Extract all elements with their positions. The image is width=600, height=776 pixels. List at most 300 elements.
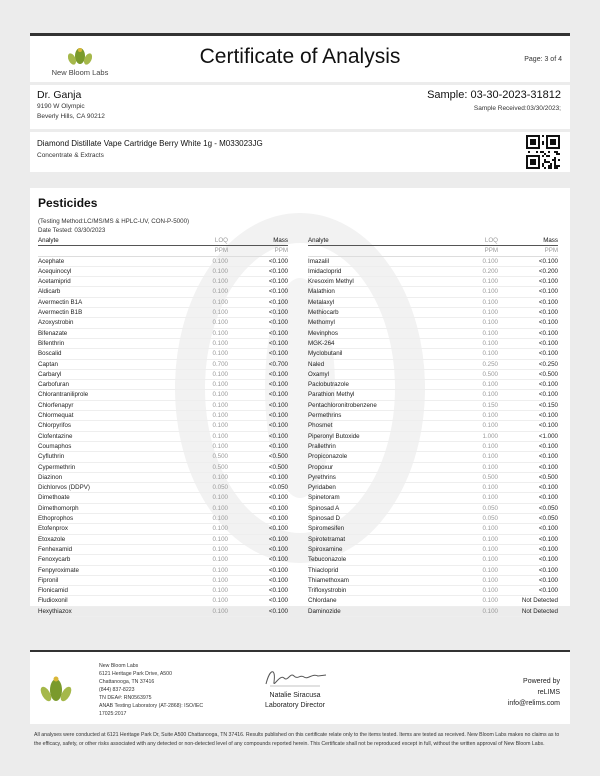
sample-id: Sample: 03-30-2023-31812 (427, 89, 561, 101)
analyte-cell: Pyrethrins (308, 472, 468, 482)
analyte-cell: Aldicarb (38, 287, 198, 297)
loq-cell: 0.100 (468, 555, 498, 565)
loq-cell: 0.100 (198, 297, 228, 307)
loq-cell: 0.100 (198, 586, 228, 596)
col-loq: LOQ (198, 236, 228, 246)
mass-cell: <0.100 (228, 318, 288, 328)
mass-cell: <0.100 (498, 575, 558, 585)
footer-accreditation: ANAB Testing Laboratory (AT-2868): ISO/IEC (99, 703, 204, 709)
footer-phone: (844) 837-8223 (99, 687, 135, 693)
table-row (38, 586, 288, 596)
table-row (38, 266, 288, 276)
analyte-cell: Acephate (38, 256, 198, 266)
mass-cell: <0.250 (498, 359, 558, 369)
table-row (308, 266, 558, 276)
mass-cell: <0.100 (498, 308, 558, 318)
loq-cell: 0.100 (468, 411, 498, 421)
loq-cell: 0.500 (468, 472, 498, 482)
analyte-cell: Spiroxamine (308, 544, 468, 554)
loq-cell: 0.100 (198, 606, 228, 616)
table-row (38, 452, 288, 462)
analyte-cell: Flonicamid (38, 586, 198, 596)
mass-cell: <0.100 (228, 400, 288, 410)
loq-cell: 0.100 (468, 421, 498, 431)
loq-cell: 0.100 (468, 390, 498, 400)
loq-cell: 0.150 (468, 400, 498, 410)
client-name: Dr. Ganja (37, 89, 82, 101)
loq-cell: 0.100 (198, 431, 228, 441)
mass-cell: <0.100 (228, 524, 288, 534)
mass-cell: <0.100 (498, 565, 558, 575)
analyte-cell: Parathion Methyl (308, 390, 468, 400)
mass-cell: <0.050 (228, 483, 288, 493)
analyte-cell: Thiacloprid (308, 565, 468, 575)
footer (30, 652, 570, 724)
analyte-cell: Dimethoate (38, 493, 198, 503)
table-row (308, 411, 558, 421)
loq-cell: 0.100 (198, 503, 228, 513)
table-row (308, 493, 558, 503)
table-row (308, 369, 558, 379)
loq-cell: 0.100 (468, 493, 498, 503)
mass-cell: <0.100 (228, 349, 288, 359)
loq-cell: 0.100 (468, 586, 498, 596)
loq-cell: 0.100 (468, 524, 498, 534)
table-row (38, 565, 288, 575)
table-row (308, 565, 558, 575)
table-row (308, 421, 558, 431)
powered-by-name: reLIMS (537, 689, 560, 696)
analyte-cell: Chlorpyrifos (38, 421, 198, 431)
header (30, 36, 570, 82)
mass-cell: <0.050 (498, 503, 558, 513)
analyte-cell: Fipronil (38, 575, 198, 585)
table-row (308, 441, 558, 451)
analyte-cell: Bifenazate (38, 328, 198, 338)
analyte-cell: Carbaryl (38, 369, 198, 379)
mass-cell: <0.100 (498, 421, 558, 431)
analyte-cell: Captan (38, 359, 198, 369)
loq-cell: 0.100 (468, 308, 498, 318)
footer-dea: TN DEA#: RN0563975 (99, 695, 152, 701)
analyte-cell: Methomyl (308, 318, 468, 328)
mass-cell: <0.100 (498, 483, 558, 493)
mass-cell: <0.100 (498, 380, 558, 390)
table-row (38, 369, 288, 379)
table-row (38, 493, 288, 503)
table-row (308, 380, 558, 390)
table-row (308, 349, 558, 359)
table-row (308, 483, 558, 493)
loq-cell: 0.100 (198, 555, 228, 565)
mass-cell: <0.100 (228, 534, 288, 544)
loq-cell: 0.100 (198, 493, 228, 503)
loq-cell: 0.100 (198, 565, 228, 575)
mass-cell: <0.100 (498, 256, 558, 266)
mass-cell: <0.200 (498, 266, 558, 276)
table-row (308, 328, 558, 338)
table-row (308, 472, 558, 482)
table-units (308, 246, 558, 256)
table-row (38, 390, 288, 400)
table-row (38, 287, 288, 297)
mass-cell: Not Detected (498, 606, 558, 616)
table-row (38, 606, 288, 616)
loq-cell: 0.100 (198, 524, 228, 534)
mass-cell: <0.100 (228, 555, 288, 565)
analyte-cell: Fenpyroximate (38, 565, 198, 575)
mass-cell: <0.100 (228, 514, 288, 524)
mass-cell: <0.100 (498, 493, 558, 503)
mass-cell: <0.100 (498, 390, 558, 400)
results-table-left (38, 236, 288, 617)
analyte-cell: Methiocarb (308, 308, 468, 318)
loq-cell: 0.100 (468, 575, 498, 585)
mass-cell: <0.100 (498, 555, 558, 565)
mass-cell: <0.100 (228, 441, 288, 451)
mass-cell: <0.500 (228, 452, 288, 462)
analyte-cell: Cypermethrin (38, 462, 198, 472)
mass-cell: <0.100 (498, 544, 558, 554)
footer-lab-name: New Bloom Labs (99, 663, 139, 669)
mass-cell: <1.000 (498, 431, 558, 441)
analyte-cell: Oxamyl (308, 369, 468, 379)
col-mass: Mass (228, 236, 288, 246)
loq-cell: 0.100 (198, 266, 228, 276)
document-title: Certificate of Analysis (199, 45, 401, 68)
table-row (38, 431, 288, 441)
table-row (38, 503, 288, 513)
table-row (308, 277, 558, 287)
loq-cell: 0.100 (198, 575, 228, 585)
loq-cell: 0.250 (468, 359, 498, 369)
analyte-cell: Pentachloronitrobenzene (308, 400, 468, 410)
loq-cell: 0.100 (468, 441, 498, 451)
mass-cell: <0.100 (228, 266, 288, 276)
loq-cell: 0.100 (468, 256, 498, 266)
mass-cell: <0.100 (228, 421, 288, 431)
mass-cell: <0.100 (228, 411, 288, 421)
analyte-cell: Imidacloprid (308, 266, 468, 276)
mass-cell: <0.100 (228, 369, 288, 379)
mass-cell: <0.500 (498, 472, 558, 482)
loq-cell: 0.100 (198, 411, 228, 421)
mass-cell: <0.500 (228, 462, 288, 472)
footer-city: Chattanooga, TN 37416 (99, 679, 155, 685)
analyte-cell: Spinetoram (308, 493, 468, 503)
mass-cell: <0.100 (228, 472, 288, 482)
loq-cell: 0.100 (198, 349, 228, 359)
analyte-cell: Piperonyl Butoxide (308, 431, 468, 441)
mass-cell: <0.700 (228, 359, 288, 369)
analyte-cell: Spirotetramat (308, 534, 468, 544)
analyte-cell: Chlorfenapyr (38, 400, 198, 410)
mass-cell: <0.100 (228, 380, 288, 390)
analyte-cell: Chlorantraniliprole (38, 390, 198, 400)
analyte-cell: Acetamiprid (38, 277, 198, 287)
mass-cell: <0.100 (228, 544, 288, 554)
mass-cell: <0.100 (498, 318, 558, 328)
loq-cell: 0.100 (468, 606, 498, 616)
mass-cell: <0.100 (228, 390, 288, 400)
mass-cell: <0.100 (228, 297, 288, 307)
loq-cell: 0.100 (198, 380, 228, 390)
table-row (308, 514, 558, 524)
table-row (308, 575, 558, 585)
powered-by-label: Powered by (523, 678, 560, 685)
client-address-line2: Beverly Hills, CA 90212 (37, 113, 105, 120)
analyte-cell: Dimethomorph (38, 503, 198, 513)
mass-cell: <0.100 (228, 586, 288, 596)
table-row (308, 308, 558, 318)
mass-cell: <0.100 (228, 256, 288, 266)
section-title: Pesticides (38, 196, 98, 210)
mass-cell: <0.100 (228, 308, 288, 318)
analyte-cell: Pyridaben (308, 483, 468, 493)
table-row (308, 390, 558, 400)
table-row (38, 359, 288, 369)
mass-cell: Not Detected (498, 596, 558, 606)
analyte-cell: Ethoprophos (38, 514, 198, 524)
loq-cell: 0.100 (468, 534, 498, 544)
unit-loq: PPM (198, 246, 228, 256)
loq-cell: 0.100 (198, 318, 228, 328)
analyte-cell: Spiromesifen (308, 524, 468, 534)
analyte-cell: Tebuconazole (308, 555, 468, 565)
table-row (38, 338, 288, 348)
mass-cell: <0.100 (498, 534, 558, 544)
loq-cell: 0.100 (468, 462, 498, 472)
analyte-cell: Cyfluthrin (38, 452, 198, 462)
analyte-cell: Naled (308, 359, 468, 369)
footer-leaf-logo-icon (38, 674, 74, 704)
loq-cell: 0.100 (198, 256, 228, 266)
mass-cell: <0.100 (228, 606, 288, 616)
table-row (38, 400, 288, 410)
mass-cell: <0.100 (228, 431, 288, 441)
analyte-cell: Diazinon (38, 472, 198, 482)
table-row (308, 462, 558, 472)
mass-cell: <0.100 (228, 565, 288, 575)
col-loq: LOQ (468, 236, 498, 246)
analyte-cell: Spinosad D (308, 514, 468, 524)
mass-cell: <0.100 (498, 586, 558, 596)
table-row (308, 503, 558, 513)
analyte-cell: Bifenthrin (38, 338, 198, 348)
table-row (308, 606, 558, 616)
table-row (38, 534, 288, 544)
table-row (308, 400, 558, 410)
results-table-right (308, 236, 558, 617)
loq-cell: 0.050 (468, 514, 498, 524)
loq-cell: 0.100 (468, 565, 498, 575)
table-row (38, 308, 288, 318)
analyte-cell: Coumaphos (38, 441, 198, 451)
disclaimer: All analyses were conducted at 6121 Heritage Park Dr, Suite A500 Chattanooga, TN 37416. Results published on this certificate relate only to the items tested. Items are tested as received. New Bloom Labs makes no claims as to the efficacy, safety, or other risks associated with any detected or non-detected level of any compounds reported herein. This Certificate shall not be reproduced except in full, without the written approval of New Bloom Labs. (34, 732, 560, 747)
mass-cell: <0.100 (498, 441, 558, 451)
mass-cell: <0.100 (498, 349, 558, 359)
product-category: Concentrate & Extracts (37, 152, 104, 159)
table-header (308, 236, 558, 246)
table-row (38, 380, 288, 390)
client-address-line1: 9190 W Olympic (37, 103, 85, 110)
product-panel (30, 132, 570, 172)
loq-cell: 0.100 (468, 297, 498, 307)
analyte-cell: Acequinocyl (38, 266, 198, 276)
table-row (38, 318, 288, 328)
analyte-cell: Myclobutanil (308, 349, 468, 359)
loq-cell: 0.100 (198, 328, 228, 338)
signature-image (260, 664, 330, 692)
analyte-cell: Dichlorvos (DDPV) (38, 483, 198, 493)
table-row (308, 338, 558, 348)
table-row (308, 256, 558, 266)
col-analyte: Analyte (308, 236, 468, 246)
mass-cell: <0.100 (228, 503, 288, 513)
table-row (308, 359, 558, 369)
loq-cell: 0.100 (198, 277, 228, 287)
analyte-cell: Metalaxyl (308, 297, 468, 307)
mass-cell: <0.100 (228, 338, 288, 348)
loq-cell: 0.100 (198, 514, 228, 524)
loq-cell: 0.100 (468, 338, 498, 348)
table-units (38, 246, 288, 256)
page-number: Page: 3 of 4 (524, 56, 562, 63)
table-row (308, 287, 558, 297)
analyte-cell: Daminozide (308, 606, 468, 616)
table-row (308, 297, 558, 307)
analyte-cell: Avermectin B1A (38, 297, 198, 307)
lab-name: New Bloom Labs (51, 68, 109, 77)
footer-iso: 17025:2017 (99, 711, 127, 717)
loq-cell: 0.500 (198, 452, 228, 462)
analyte-cell: Hexythiazox (38, 606, 198, 616)
mass-cell: <0.100 (498, 462, 558, 472)
analyte-cell: Carbofuran (38, 380, 198, 390)
table-row (308, 586, 558, 596)
loq-cell: 0.100 (468, 277, 498, 287)
table-row (308, 534, 558, 544)
table-row (38, 277, 288, 287)
table-row (308, 544, 558, 554)
loq-cell: 0.100 (198, 338, 228, 348)
table-row (308, 596, 558, 606)
table-row (308, 431, 558, 441)
loq-cell: 0.050 (468, 503, 498, 513)
loq-cell: 0.100 (198, 441, 228, 451)
analyte-cell: Permethrins (308, 411, 468, 421)
table-row (38, 575, 288, 585)
analyte-cell: Trifloxystrobin (308, 586, 468, 596)
table-row (38, 411, 288, 421)
table-row (38, 328, 288, 338)
unit-mass: PPM (228, 246, 288, 256)
mass-cell: <0.100 (228, 575, 288, 585)
table-row (38, 544, 288, 554)
sample-received: Sample Received:03/30/2023; (473, 105, 561, 112)
analyte-cell: Azoxystrobin (38, 318, 198, 328)
analyte-cell: Chlormequat (38, 411, 198, 421)
loq-cell: 0.100 (198, 544, 228, 554)
table-row (38, 421, 288, 431)
mass-cell: <0.100 (228, 596, 288, 606)
table-row (38, 524, 288, 534)
mass-cell: <0.100 (498, 287, 558, 297)
table-row (38, 256, 288, 266)
analyte-cell: Mevinphos (308, 328, 468, 338)
table-row (308, 524, 558, 534)
signer-name: Natalie Siracusa (269, 692, 321, 699)
pesticides-panel (30, 188, 570, 615)
unit-loq: PPM (468, 246, 498, 256)
loq-cell: 0.500 (468, 369, 498, 379)
analyte-cell: Clofentazine (38, 431, 198, 441)
table-row (38, 596, 288, 606)
loq-cell: 0.100 (468, 287, 498, 297)
footer-address: 6121 Heritage Park Drive, A500 (99, 671, 172, 677)
mass-cell: <0.100 (498, 328, 558, 338)
loq-cell: 0.100 (198, 369, 228, 379)
analyte-cell: Etoxazole (38, 534, 198, 544)
table-row (38, 297, 288, 307)
signer-role: Laboratory Director (265, 702, 325, 709)
analyte-cell: Malathion (308, 287, 468, 297)
analyte-cell: Paclobutrazole (308, 380, 468, 390)
table-header (38, 236, 288, 246)
loq-cell: 0.100 (198, 308, 228, 318)
loq-cell: 0.100 (468, 380, 498, 390)
loq-cell: 0.200 (468, 266, 498, 276)
analyte-cell: MGK-264 (308, 338, 468, 348)
analyte-cell: Imazalil (308, 256, 468, 266)
analyte-cell: Propiconazole (308, 452, 468, 462)
loq-cell: 0.100 (198, 472, 228, 482)
loq-cell: 0.500 (198, 462, 228, 472)
mass-cell: <0.150 (498, 400, 558, 410)
col-mass: Mass (498, 236, 558, 246)
loq-cell: 0.100 (468, 596, 498, 606)
product-name: Diamond Distillate Vape Cartridge Berry White 1g - M033023JG (37, 139, 263, 148)
table-row (38, 441, 288, 451)
table-row (38, 349, 288, 359)
client-panel (30, 85, 570, 129)
loq-cell: 0.100 (198, 534, 228, 544)
qr-code-icon[interactable] (526, 135, 560, 169)
mass-cell: <0.100 (498, 297, 558, 307)
table-row (308, 555, 558, 565)
loq-cell: 0.100 (198, 400, 228, 410)
loq-cell: 0.100 (198, 390, 228, 400)
loq-cell: 0.050 (198, 483, 228, 493)
mass-cell: <0.100 (228, 287, 288, 297)
testing-method: (Testing Method:LC/MS/MS & HPLC-UV, CON-P-5000) (38, 218, 190, 225)
unit-mass: PPM (498, 246, 558, 256)
analyte-cell: Boscalid (38, 349, 198, 359)
loq-cell: 0.100 (468, 318, 498, 328)
mass-cell: <0.100 (498, 452, 558, 462)
mass-cell: <0.100 (498, 411, 558, 421)
loq-cell: 0.100 (468, 328, 498, 338)
loq-cell: 0.100 (468, 483, 498, 493)
powered-by-email[interactable]: info@relims.com (507, 700, 560, 707)
loq-cell: 0.700 (198, 359, 228, 369)
loq-cell: 1.000 (468, 431, 498, 441)
mass-cell: <0.500 (498, 369, 558, 379)
table-row (38, 483, 288, 493)
mass-cell: <0.100 (228, 328, 288, 338)
loq-cell: 0.100 (198, 287, 228, 297)
mass-cell: <0.100 (498, 338, 558, 348)
